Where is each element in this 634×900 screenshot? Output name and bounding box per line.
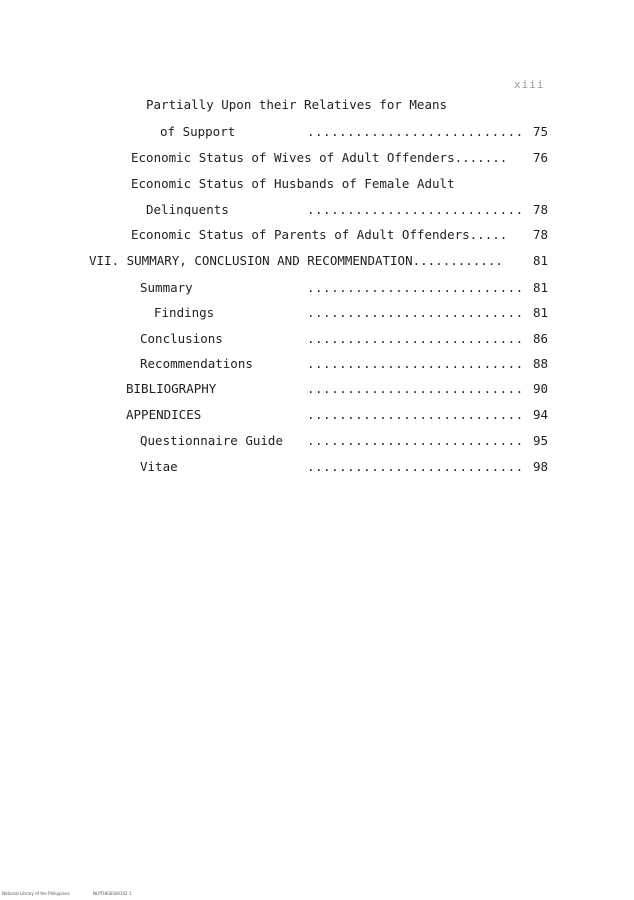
toc-page-number: 81: [533, 280, 549, 295]
toc-leader-dots: ...........................: [307, 381, 524, 396]
footer-library-name: National Library of the Philippines: [2, 891, 70, 896]
footer: [2, 891, 153, 896]
toc-page-number: 98: [533, 459, 549, 474]
toc-entry-text: Findings: [154, 305, 215, 320]
toc-leader-dots: ...........................: [307, 407, 524, 422]
toc-page-number: 90: [533, 381, 549, 396]
toc-entry-text: Conclusions: [140, 331, 223, 346]
toc-leader-dots: ...........................: [307, 280, 524, 295]
toc-leader-dots: ...........................: [307, 305, 524, 320]
toc-page-number: 94: [533, 407, 549, 422]
toc-leader-dots: ...........................: [307, 433, 524, 448]
toc-entry-text: of Support: [160, 124, 236, 139]
footer-identifier: NLPTHESIS00102 1: [93, 891, 132, 896]
toc-page-number: 86: [533, 331, 549, 346]
toc-leader-dots: ...........................: [307, 331, 524, 346]
toc-entry-text: Partially Upon their Relatives for Means: [146, 97, 448, 112]
toc-entry-text: VII. SUMMARY, CONCLUSION AND RECOMMENDATION............: [89, 253, 503, 268]
toc-leader-dots: ...........................: [307, 124, 524, 139]
toc-page-number: 76: [533, 150, 549, 165]
toc-entry-text: BIBLIOGRAPHY: [126, 381, 217, 396]
toc-entry-text: Economic Status of Husbands of Female Adult: [131, 176, 455, 191]
toc-page-number: 95: [533, 433, 549, 448]
toc-page-number: 78: [533, 202, 549, 217]
toc-page-number: 78: [533, 227, 549, 242]
toc-entry-text: Vitae: [140, 459, 178, 474]
toc-entry-text: Questionnaire Guide: [140, 433, 283, 448]
toc-page-number: 75: [533, 124, 549, 139]
toc-entry-text: Recommendations: [140, 356, 253, 371]
toc-leader-dots: ...........................: [307, 202, 524, 217]
toc-leader-dots: ...........................: [307, 459, 524, 474]
toc-entry-text: Economic Status of Wives of Adult Offenders.......: [131, 150, 508, 165]
toc-page-number: 81: [533, 253, 549, 268]
toc-entry-text: Economic Status of Parents of Adult Offenders.....: [131, 227, 508, 242]
toc-page-number: 81: [533, 305, 549, 320]
page-number: xiii: [514, 78, 545, 91]
toc-leader-dots: ...........................: [307, 356, 524, 371]
toc-entry-text: Summary: [140, 280, 193, 295]
toc-entry-text: Delinquents: [146, 202, 229, 217]
toc-page-number: 88: [533, 356, 549, 371]
toc-entry-text: APPENDICES: [126, 407, 202, 422]
